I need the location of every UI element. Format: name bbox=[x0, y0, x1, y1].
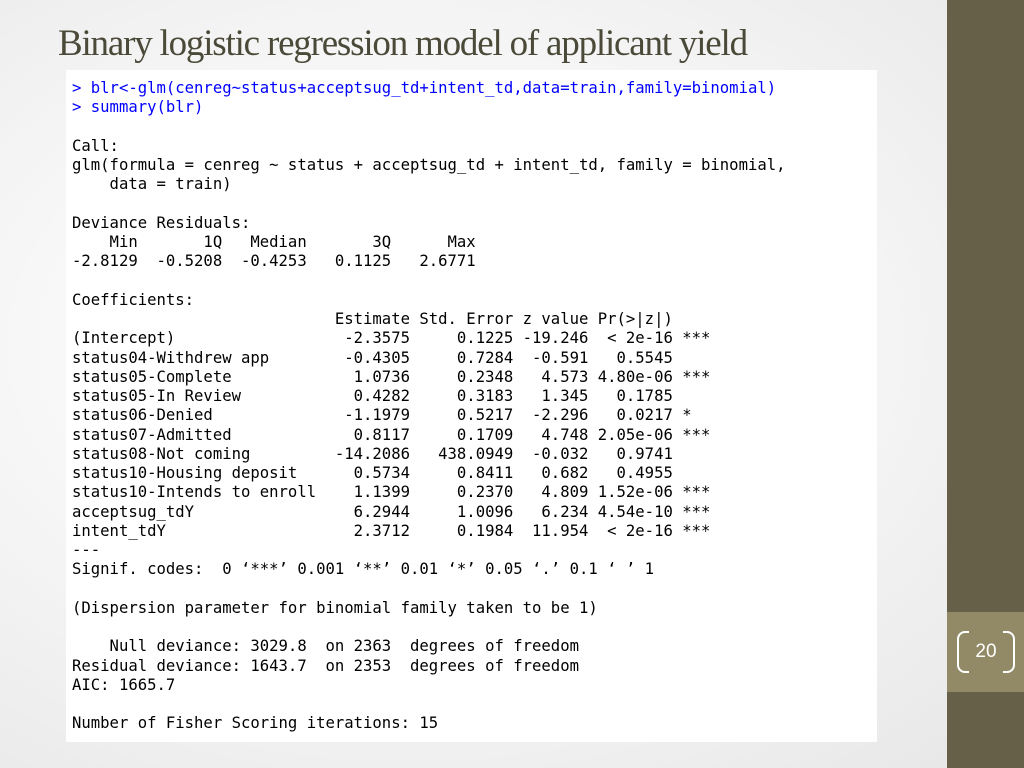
console-output-line: glm(formula = cenreg ~ status + acceptsug_td + intent_td, family = binomial, bbox=[72, 156, 786, 174]
console-output-line: Number of Fisher Scoring iterations: 15 bbox=[72, 714, 439, 733]
console-output-line: Estimate Std. Error z value Pr(>|z|) bbox=[72, 310, 673, 328]
console-output-line: --- bbox=[72, 541, 101, 559]
console-output-line: status04-Withdrew app -0.4305 0.7284 -0.591 0.5545 bbox=[72, 348, 673, 367]
console-output-line: Min 1Q Median 3Q Max bbox=[72, 233, 476, 251]
r-console-output bbox=[66, 70, 877, 742]
console-output-line: -2.8129 -0.5208 -0.4253 0.1125 2.6771 bbox=[72, 252, 476, 271]
console-output-line: status10-Intends to enroll 1.1399 0.2370 4.809 1.52e-06 *** bbox=[72, 483, 711, 502]
console-command-line: > blr<-glm(cenreg~status+acceptsug_td+intent_td,data=train,family=binomial) bbox=[72, 79, 777, 97]
console-output-line: status06-Denied -1.1979 0.5217 -2.296 0.0217 * bbox=[72, 406, 692, 425]
console-output-line: Deviance Residuals: bbox=[72, 213, 251, 232]
console-output-line: (Intercept) -2.3575 0.1225 -19.246 < 2e-16 *** bbox=[72, 329, 711, 348]
console-output-line: (Dispersion parameter for binomial family taken to be 1) bbox=[72, 598, 598, 617]
console-output-line: status05-Complete 1.0736 0.2348 4.573 4.80e-06 *** bbox=[72, 367, 711, 386]
console-output-line: status10-Housing deposit 0.5734 0.8411 0.682 0.4955 bbox=[72, 464, 673, 482]
console-output-line: status05-In Review 0.4282 0.3183 1.345 0.1785 bbox=[72, 387, 673, 405]
console-output-line: Null deviance: 3029.8 on 2363 degrees of freedom bbox=[72, 637, 579, 656]
page-number: 20 bbox=[975, 641, 997, 662]
console-output-line: status07-Admitted 0.8117 0.1709 4.748 2.05e-06 *** bbox=[72, 425, 711, 444]
console-command-line: > summary(blr) bbox=[72, 98, 204, 117]
console-output-line: Residual deviance: 1643.7 on 2353 degrees of freedom bbox=[72, 656, 579, 675]
console-output-line: Call: bbox=[72, 136, 119, 155]
console-output-line: intent_tdY 2.3712 0.1984 11.954 < 2e-16 *** bbox=[72, 521, 711, 540]
slide-title: Binary logistic regression model of applicant yield bbox=[58, 23, 747, 64]
console-output-line: data = train) bbox=[72, 175, 232, 194]
console-output-line: status08-Not coming -14.2086 438.0949 -0.032 0.9741 bbox=[72, 444, 673, 463]
console-text bbox=[66, 70, 877, 734]
console-output-line: Coefficients: bbox=[72, 290, 195, 309]
console-output-line: AIC: 1665.7 bbox=[72, 675, 176, 694]
console-output-line: acceptsug_tdY 6.2944 1.0096 6.234 4.54e-10 *** bbox=[72, 502, 711, 521]
console-output-line: Signif. codes: 0 ‘***’ 0.001 ‘**’ 0.01 ‘*’ 0.05 ‘.’ 0.1 ‘ ’ 1 bbox=[72, 560, 655, 579]
